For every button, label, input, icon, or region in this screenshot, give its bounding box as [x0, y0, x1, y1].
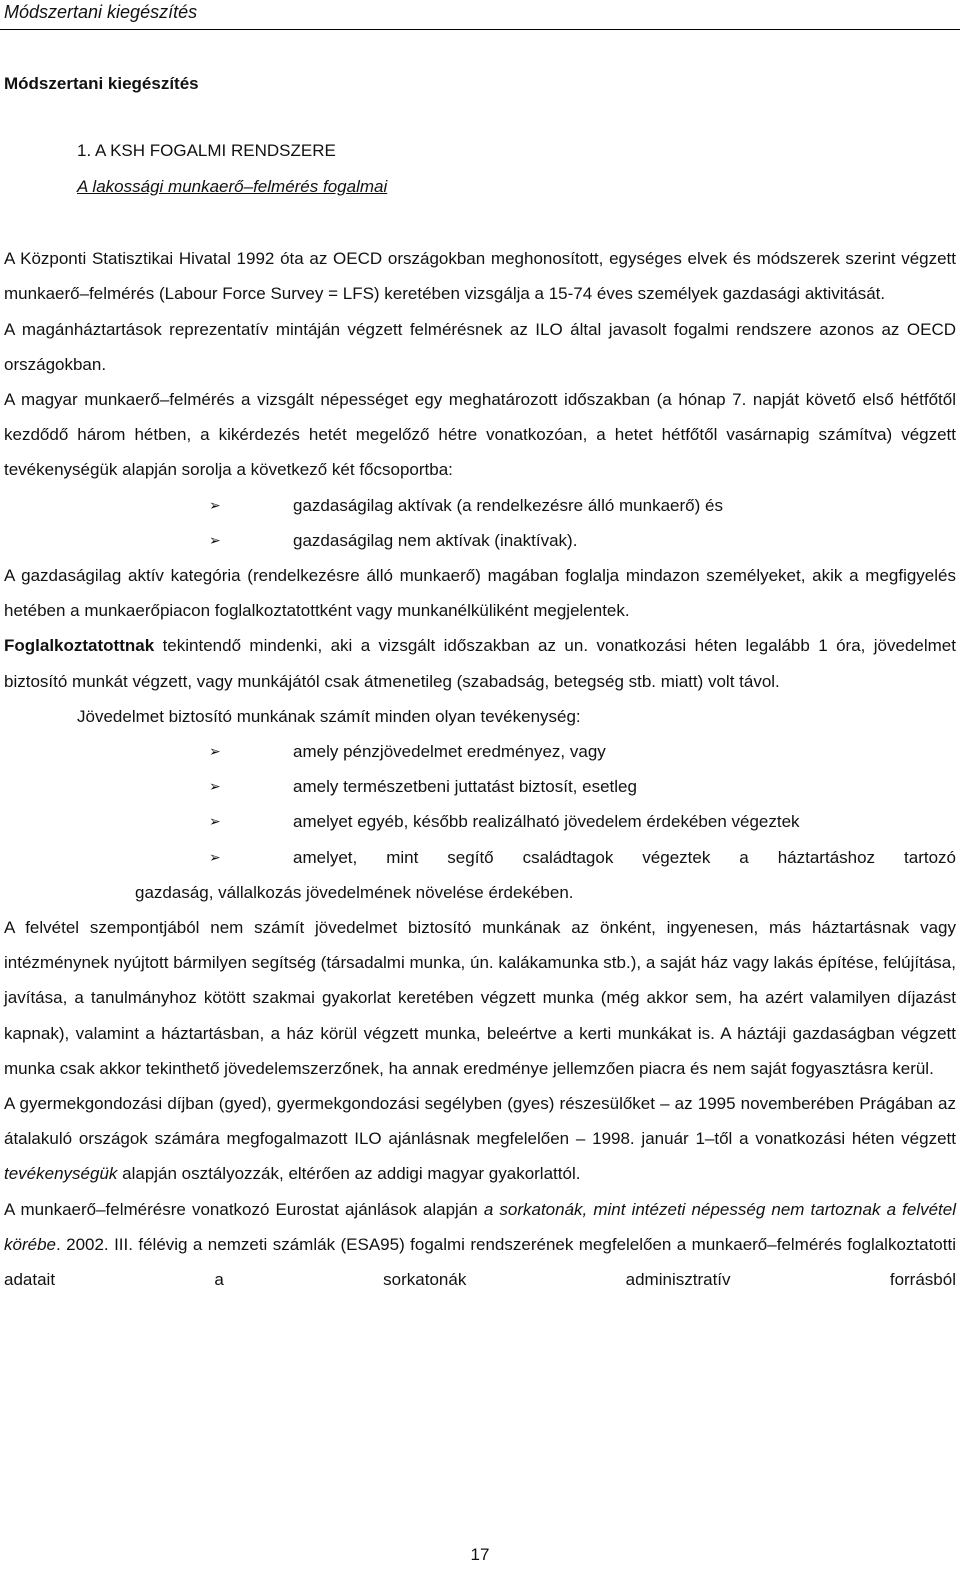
paragraph-4: A gazdaságilag aktív kategória (rendelkezésre álló munkaerő) magában foglalja mindazon személyeket, akik a megfigyelés hetében a munkaerőpiacon foglalkoztatottként vagy munkanélküliként megjelentek.	[4, 566, 956, 621]
paragraph-6: Jövedelmet biztosító munkának számít minden olyan tevékenység:	[77, 706, 581, 726]
arrow-bullet-icon: ➢	[209, 531, 221, 548]
paragraph-1: A Központi Statisztikai Hivatal 1992 óta az OECD országokban meghonosított, egységes elvek és módszerek szerint végzett munkaerő–felmérés (Labour Force Survey = LFS) keretében vizsgálja a 15-74 éves személyek gazdasági aktivitását.	[4, 249, 956, 304]
page-number: 17	[470, 1545, 490, 1564]
list-item: ➢ amely természetbeni juttatást biztosít, esetleg	[4, 769, 956, 804]
arrow-bullet-icon: ➢	[209, 778, 221, 795]
term-foglalkoztatott: Foglalkoztatottnak	[4, 636, 155, 656]
list-continuation: gazdaság, vállalkozás jövedelmének növelése érdekében.	[135, 882, 574, 902]
document-body	[4, 66, 956, 1297]
section-subtitle: A lakossági munkaerő–felmérés fogalmai	[77, 177, 388, 197]
paragraph-8: A gyermekgondozási díjban (gyed), gyermekgondozási segélyben (gyes) részesülőket – az 1995 novemberében Prágában az átalakuló országok számára megfogalmazott ILO ajánlásnak megfelelően – 1998. január 1–től a vonatkozási héten végzett tevékenységük alapján osztályozzák, eltérően az addigi magyar gyakorlattól.	[4, 1094, 956, 1184]
bullet-list-2	[4, 734, 956, 875]
paragraph-7: A felvétel szempontjából nem számít jövedelmet biztosító munkának az önként, ingyenesen, más háztartásnak vagy intézménynek nyújtott bármilyen segítség (társadalmi munka, ún. kalákamunka stb.), a saját ház vagy lakás építése, felújítása, javítása, a tanulmányhoz kötött szakmai gyakorlat keretében végzett munka (még akkor sem, ha azért valamilyen díjazást kapnak), valamint a háztartásban, a ház körül végzett munka, beleértve a kerti munkákat is. A háztáji gazdaságban végzett munka csak akkor tekinthető jövedelemszerzőnek, ha annak eredménye jellemzően piacra és nem saját fogyasztásra kerül.	[4, 918, 956, 1078]
bullet-list-1	[4, 488, 956, 558]
list-item: ➢ gazdaságilag nem aktívak (inaktívak).	[4, 523, 956, 558]
paragraph-2: A magánháztartások reprezentatív mintáján végzett felmérésnek az ILO által javasolt fogalmi rendszere azonos az OECD országokban.	[4, 319, 956, 374]
arrow-bullet-icon: ➢	[209, 496, 221, 513]
paragraph-3: A magyar munkaerő–felmérés a vizsgált népességet egy meghatározott időszakban (a hónap 7. napját követő első hétfőtől kezdődő három hétben, a kikérdezés hetét megelőző hétre vonatkozóan, a hetet hétfőtől vasárnapig számítva) végzett tevékenységük alapján sorolja a következő két főcsoportba:	[4, 390, 956, 480]
section-title	[4, 133, 956, 205]
running-head: Módszertani kiegészítés	[0, 0, 960, 30]
arrow-bullet-icon: ➢	[209, 848, 221, 865]
list-item: ➢ amely pénzjövedelmet eredményez, vagy	[4, 734, 956, 769]
page-heading: Módszertani kiegészítés	[4, 74, 199, 93]
arrow-bullet-icon: ➢	[209, 743, 221, 760]
list-item: ➢ amelyet egyéb, később realizálható jövedelem érdekében végeztek	[4, 804, 956, 839]
paragraph-5: Foglalkoztatottnak tekintendő mindenki, aki a vizsgált időszakban az un. vonatkozási héten legalább 1 óra, jövedelmet biztosító munkát végzett, vagy munkájától csak átmenetileg (szabadság, betegség stb. miatt) volt távol.	[4, 636, 956, 691]
list-item: ➢ amelyet, mint segítő családtagok végeztek a háztartáshoz tartozó	[4, 840, 956, 875]
arrow-bullet-icon: ➢	[209, 813, 221, 830]
section-number-title: 1. A KSH FOGALMI RENDSZERE	[77, 141, 336, 161]
list-item: ➢ gazdaságilag aktívak (a rendelkezésre álló munkaerő) és	[4, 488, 956, 523]
paragraph-9: A munkaerő–felmérésre vonatkozó Eurostat ajánlások alapján a sorkatonák, mint intézeti népesség nem tartoznak a felvétel körébe. 2002. III. félévig a nemzeti számlák (ESA95) fogalmi rendszerének megfelelően a munkaerő–felmérés foglalkoztatotti adatait a sorkatonák adminisztratív forrásból	[4, 1199, 956, 1290]
